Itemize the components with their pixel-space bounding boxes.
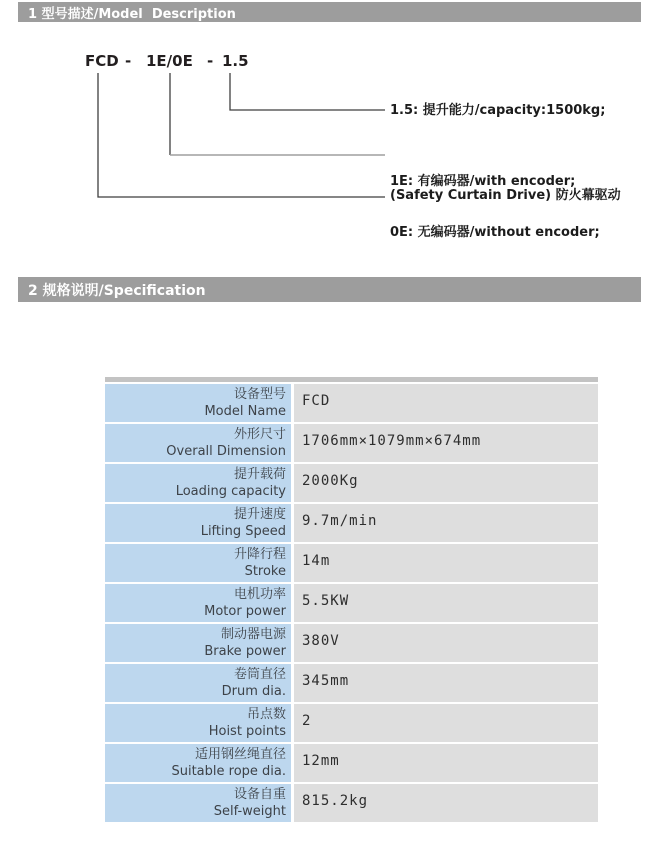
row-label-en: Brake power [204,644,286,659]
section-1-heading: 1 型号描述/Model Description [28,6,236,22]
row-value: 14m [294,544,598,582]
row-label-cn: 电机功率 [233,587,286,602]
row-label-en: Stroke [244,564,286,579]
row-value: 2 [294,704,598,742]
row-label-en: Loading capacity [175,484,286,499]
row-label-cn: 设备自重 [233,787,286,802]
table-row-loading-capacity [105,464,598,502]
row-label-cn: 吊点数 [246,707,286,722]
table-row-model-name [105,384,598,422]
row-label-cn: 外形尺寸 [233,427,286,442]
row-label-en: Motor power [204,604,286,619]
row-label [105,424,291,462]
table-row-brake-power [105,624,598,662]
row-label-en: Drum dia. [221,684,286,699]
callout-capacity: 1.5: 提升能力/capacity:1500kg; [390,103,606,118]
row-value: 12mm [294,744,598,782]
row-value: 815.2kg [294,784,598,822]
row-value: FCD [294,384,598,422]
callout-with-encoder: 1E: 有编码器/with encoder; [390,174,576,189]
section-2-heading: 2 规格说明/Specification [28,282,206,299]
row-label-cn: 设备型号 [233,387,286,402]
row-label-en: Overall Dimension [166,444,286,459]
model-code-separator: - [125,52,132,70]
table-row-motor-power [105,584,598,622]
table-row-suitable-rope-dia [105,744,598,782]
row-value: 9.7m/min [294,504,598,542]
specification-table [105,377,598,824]
row-label [105,464,291,502]
table-row-lifting-speed [105,504,598,542]
row-label [105,744,291,782]
row-label [105,624,291,662]
row-label-en: Lifting Speed [200,524,286,539]
row-value: 2000Kg [294,464,598,502]
row-label-cn: 制动器电源 [220,627,286,642]
row-value: 5.5KW [294,584,598,622]
table-row-stroke [105,544,598,582]
section-2-header-bar [18,277,641,302]
model-code-prefix: FCD [85,52,119,70]
model-code-capacity: 1.5 [222,52,249,70]
row-value: 1706mm×1079mm×674mm [294,424,598,462]
row-label-en: Model Name [204,404,286,419]
table-row-overall-dimension [105,424,598,462]
table-top-border [105,377,598,382]
row-label-cn: 升降行程 [233,547,286,562]
table-row-hoist-points [105,704,598,742]
row-label-en: Self-weight [213,804,286,819]
row-label [105,584,291,622]
row-label-cn: 卷筒直径 [233,667,286,682]
row-label [105,664,291,702]
row-label-cn: 提升速度 [233,507,286,522]
model-code-encoder-option: 1E/0E [146,52,193,70]
row-label [105,384,291,422]
row-label-cn: 适用钢丝绳直径 [194,747,286,762]
row-label [105,504,291,542]
row-value: 380V [294,624,598,662]
row-label-cn: 提升载荷 [233,467,286,482]
row-value: 345mm [294,664,598,702]
row-label-en: Hoist points [208,724,286,739]
row-label [105,784,291,822]
row-label [105,704,291,742]
table-row-drum-dia [105,664,598,702]
row-label-en: Suitable rope dia. [171,764,286,779]
callout-without-encoder: 0E: 无编码器/without encoder; [390,225,600,240]
model-code-separator-2: - [207,52,214,70]
callout-safety-curtain-drive: (Safety Curtain Drive) 防火幕驱动 [390,188,621,203]
callout-encoder [390,139,600,275]
model-code-diagram [0,0,666,270]
row-label [105,544,291,582]
table-row-self-weight [105,784,598,822]
